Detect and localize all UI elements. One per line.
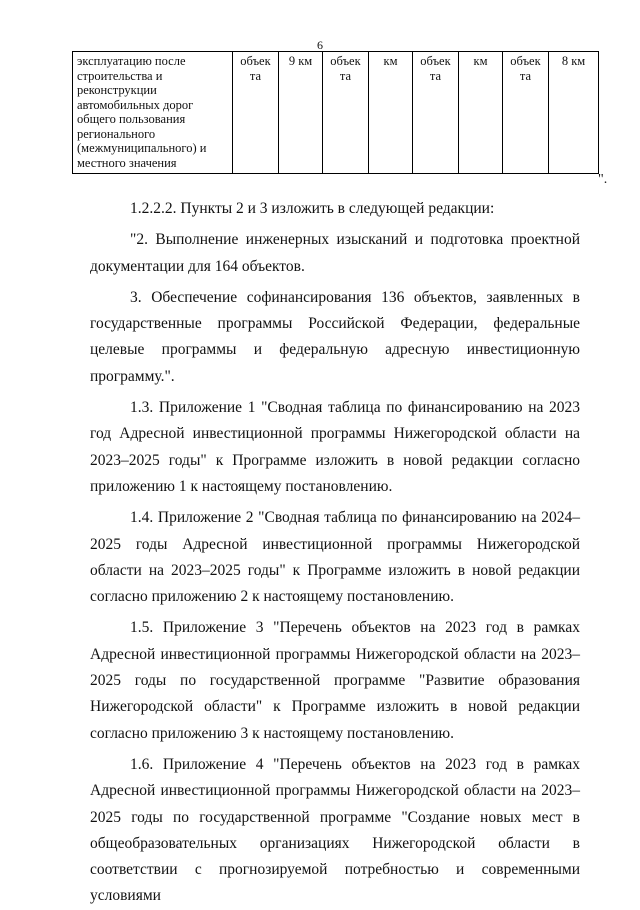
paragraph [90, 395, 580, 500]
text-line: "2. Выполнение инженерных изысканий и подготовка проектной [130, 231, 580, 249]
table-cell: объек та [233, 52, 279, 174]
continuation-table [72, 51, 599, 174]
text-line: Нижегородской области" к Программе изложить в новой редакции [90, 698, 580, 716]
text-line: на 2024–2025 годы Адресной инвестиционной программы Нижегородской [90, 509, 580, 553]
text-line: согласно приложению 3 к настоящему постановлению. [90, 724, 454, 742]
page-number: 6 [317, 38, 323, 52]
paragraph [90, 227, 580, 280]
table-cell: 9 км [279, 52, 323, 174]
text-line: согласно приложению 2 к настоящему постановлению. [90, 588, 454, 606]
table-cell: объек та [503, 52, 549, 174]
text-line: документации для 164 объектов. [90, 257, 305, 275]
text-line: 3. Обеспечение софинансирования 136 объектов, заявленных в [130, 288, 580, 306]
text-line: 1.5. Приложение 3 "Перечень объектов на 2023 год в рамках [130, 619, 580, 637]
text-line: приложению 1 к настоящему постановлению. [90, 477, 393, 495]
text-line: 1.3. Приложение 1 "Сводная таблица по финансированию [130, 399, 523, 417]
table-cell: объек та [413, 52, 459, 174]
table-cell: км [459, 52, 503, 174]
text-line: на 2023–2025 годы по государственной программе "Развитие образования [90, 645, 580, 690]
text-line: соответствии с прогнозируемой потребностью и современными условиями [90, 861, 580, 905]
text-line: на 2023–2025 годы" к Программе изложить в новой редакции согласно [90, 425, 581, 469]
text-line: 1.6. Приложение 4 "Перечень объектов на 2023 год в рамках [130, 755, 580, 773]
table-cell-description: эксплуатацию после строительства и реконструкции автомобильных дорог общего пользования регионального (межмуниципального) и местного значения [73, 52, 233, 174]
paragraph [90, 285, 580, 390]
text-line: на 2023 год Адресной инвестиционной программы Нижегородской области [90, 399, 580, 443]
text-line: государственные программы Российской Федерации, федеральные [90, 315, 580, 333]
document-body [90, 196, 580, 910]
text-line: на 2023–2025 годы по государственной программе "Создание новых мест в [90, 782, 580, 826]
text-line: Адресной инвестиционной программы Нижегородской области [90, 782, 516, 800]
text-line: программу.". [90, 367, 175, 385]
paragraph [90, 752, 580, 910]
paragraph [90, 615, 580, 746]
text-line: области на 2023–2025 годы" к Программе изложить в новой редакции [90, 561, 580, 579]
table-cell: 8 км [549, 52, 599, 174]
paragraph [90, 505, 580, 610]
table-cell: объек та [323, 52, 369, 174]
text-line: общеобразовательных организациях Нижегородской области в [90, 834, 580, 852]
closing-quote: ". [598, 172, 608, 187]
text-line: 1.4. Приложение 2 "Сводная таблица по финансированию [130, 509, 517, 527]
text-line: Адресной инвестиционной программы Нижегородской области [90, 645, 516, 663]
table-row [73, 52, 599, 174]
paragraph [90, 196, 580, 222]
table-cell: км [369, 52, 413, 174]
text-line: 1.2.2.2. Пункты 2 и 3 изложить в следующей редакции: [130, 200, 495, 217]
text-line: целевые программы и федеральную адресную инвестиционную [90, 341, 580, 359]
